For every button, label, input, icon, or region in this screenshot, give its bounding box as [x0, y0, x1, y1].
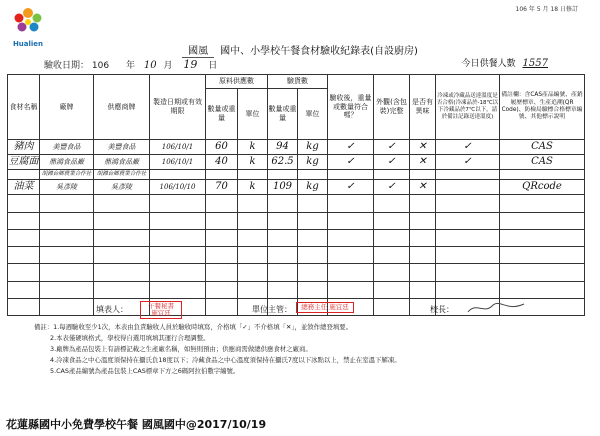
header-appearance: 外觀(含包裝)完整 — [374, 75, 410, 140]
note-item: 備註：1.每週驗收至少1次，本表由負責驗收人員於驗收時填寫，介格填「✓」不介格填「✕」，並敘作總登填要。 — [34, 323, 353, 331]
meal-count-value: 1557 — [522, 58, 548, 69]
director-label: 單位主管： — [252, 305, 292, 314]
header-brand: 廠牌 — [40, 75, 94, 140]
principal-label: 校長： — [430, 305, 454, 314]
cell-temperature: ✓ — [436, 139, 500, 154]
cell-remarks: QRcode — [500, 180, 585, 195]
header-supplier: 供應商牌 — [94, 75, 150, 140]
cell-name: 豆腐面 — [8, 154, 40, 169]
empty-row — [8, 264, 585, 281]
header-actual-unit: 單位 — [298, 89, 328, 140]
photo-caption: 花蓮縣國中小免費學校午餐 國風國中@2017/10/19 — [6, 418, 267, 431]
inspection-day: 19 — [183, 58, 198, 71]
cell-remarks: CAS — [500, 154, 585, 169]
header-actual-qty: 數量或重量 — [268, 89, 298, 140]
inspection-month: 10 — [143, 60, 157, 71]
empty-row — [8, 195, 585, 212]
cell-package-qty: 40 — [206, 154, 238, 169]
cell-actual-unit — [298, 170, 328, 180]
cell-expiry: 106/10/1 — [150, 139, 206, 154]
cell-actual-unit: kg — [298, 139, 328, 154]
header-odor: 是否有異味 — [410, 75, 436, 140]
inspector-signature — [96, 304, 128, 315]
cell-brand: 鼎鴻食品廠 — [40, 154, 94, 169]
cell-brand: 美豐食品 — [40, 139, 94, 154]
form-revision-date: 106 年 5 月 18 日修訂 — [515, 6, 578, 13]
cell-package-unit: k — [238, 139, 268, 154]
cell-weight-ok: ✓ — [328, 139, 374, 154]
cell-brand: 胡錦台鄉農業合作社 — [40, 170, 94, 180]
empty-row — [8, 247, 585, 264]
inspector-label: 填表人： — [96, 305, 128, 314]
cell-actual-qty: 109 — [268, 180, 298, 195]
cell-actual-qty: 62.5 — [268, 154, 298, 169]
cell-package-qty: 60 — [206, 139, 238, 154]
cell-odor: ✕ — [410, 180, 436, 195]
header-name: 食材名稱 — [8, 75, 40, 140]
cell-package-qty — [206, 170, 238, 180]
cell-temperature: ✓ — [436, 154, 500, 169]
cell-weight-ok: ✓ — [328, 180, 374, 195]
note-item: 2.本表僅硬填格式，學校得自選用填填其運行合理調整。 — [50, 334, 210, 342]
empty-row — [8, 212, 585, 229]
header-expiry: 製造日期或有效期限 — [150, 75, 206, 140]
cell-actual-unit: kg — [298, 180, 328, 195]
notes — [34, 322, 594, 377]
cell-name: 油菜 — [8, 180, 40, 195]
inspection-date-label: 驗收日期： — [44, 61, 90, 71]
cell-appearance: ✓ — [374, 139, 410, 154]
cell-name: 豬肉 — [8, 139, 40, 154]
cell-package-unit — [238, 170, 268, 180]
cell-expiry: 106/10/1 — [150, 154, 206, 169]
cell-brand: 吳彥陵 — [40, 180, 94, 195]
cell-appearance: ✓ — [374, 154, 410, 169]
cell-weight-ok — [328, 170, 374, 180]
cell-temperature — [436, 170, 500, 180]
year-unit: 年 — [125, 61, 135, 71]
cell-odor: ✕ — [410, 154, 436, 169]
header-package-qty: 數量或重量 — [206, 89, 238, 140]
cell-actual-qty: 94 — [268, 139, 298, 154]
month-unit: 月 — [163, 61, 173, 71]
note-item: 5.CAS產品編號為產品包裝上CAS標章下方之6碼阿拉伯數字編號。 — [50, 367, 240, 375]
school-name: 國風 — [182, 42, 214, 58]
logo-text: Hualien — [12, 40, 44, 48]
cell-remarks — [500, 170, 585, 180]
note-item: 4.冷凍食品之中心溫度須保持在攝氏負18度以下；冷藏食品之中心溫度須保持在攝氏7度以下冰點以上，禁止在室溫下解凍。 — [50, 356, 401, 364]
cell-appearance: ✓ — [374, 180, 410, 195]
inspection-date — [44, 58, 217, 71]
cell-package-qty: 70 — [206, 180, 238, 195]
title-text: 國中、小學校午餐食材驗收紀錄表(自設廚房) — [220, 46, 418, 57]
header-actual-group: 驗貨數 — [268, 75, 328, 89]
cell-supplier: 吳彥陵 — [94, 180, 150, 195]
meal-count — [462, 56, 548, 69]
header-package-unit: 單位 — [238, 89, 268, 140]
cell-temperature — [436, 180, 500, 195]
inspection-table — [7, 74, 585, 316]
principal-signature-mark — [466, 300, 526, 316]
cell-actual-qty — [268, 170, 298, 180]
cell-remarks: CAS — [500, 139, 585, 154]
cell-supplier: 胡錦台鄉農業合作社 — [94, 170, 150, 180]
meal-count-label: 今日供餐人數 — [461, 59, 516, 69]
cell-name — [8, 170, 40, 180]
cell-supplier: 美豐食品 — [94, 139, 150, 154]
cell-odor: ✕ — [410, 139, 436, 154]
empty-row — [8, 281, 585, 298]
cell-expiry — [150, 170, 206, 180]
inspector-stamp: 午餐秘書 施宜廷 — [140, 301, 182, 319]
cell-appearance — [374, 170, 410, 180]
cell-supplier: 鼎鴻食品廠 — [94, 154, 150, 169]
cell-odor — [410, 170, 436, 180]
cell-package-unit: k — [238, 180, 268, 195]
cell-expiry: 106/10/10 — [150, 180, 206, 195]
cell-weight-ok: ✓ — [328, 154, 374, 169]
director-stamp: 總務主任 施宜廷 — [296, 302, 354, 313]
header-temperature: 冷凍或冷藏品送達溫度是否合格(冷凍品於-18℃以下冷藏品於7℃以下，請於備註記錄送達溫度) — [436, 75, 500, 140]
cell-package-unit: k — [238, 154, 268, 169]
day-unit: 日 — [208, 61, 218, 71]
empty-row — [8, 229, 585, 246]
header-weight-ok: 驗收後，重量或數量符合嗎？ — [328, 75, 374, 140]
inspection-year: 106 — [91, 61, 110, 71]
header-remarks: 備註欄：含CAS產品編號、產銷履歷標章、生產追溯(QR Code)、防檢局驗標合格標章編號、其他標示說明 — [500, 75, 585, 140]
cell-actual-unit: kg — [298, 154, 328, 169]
note-item: 3.廠牌為產品包裝上有請標記載之生產廠名稱，如無則預由；供應商需做總供應食材之廠商。 — [50, 345, 312, 353]
header-package-group: 原料供應數 — [206, 75, 268, 89]
